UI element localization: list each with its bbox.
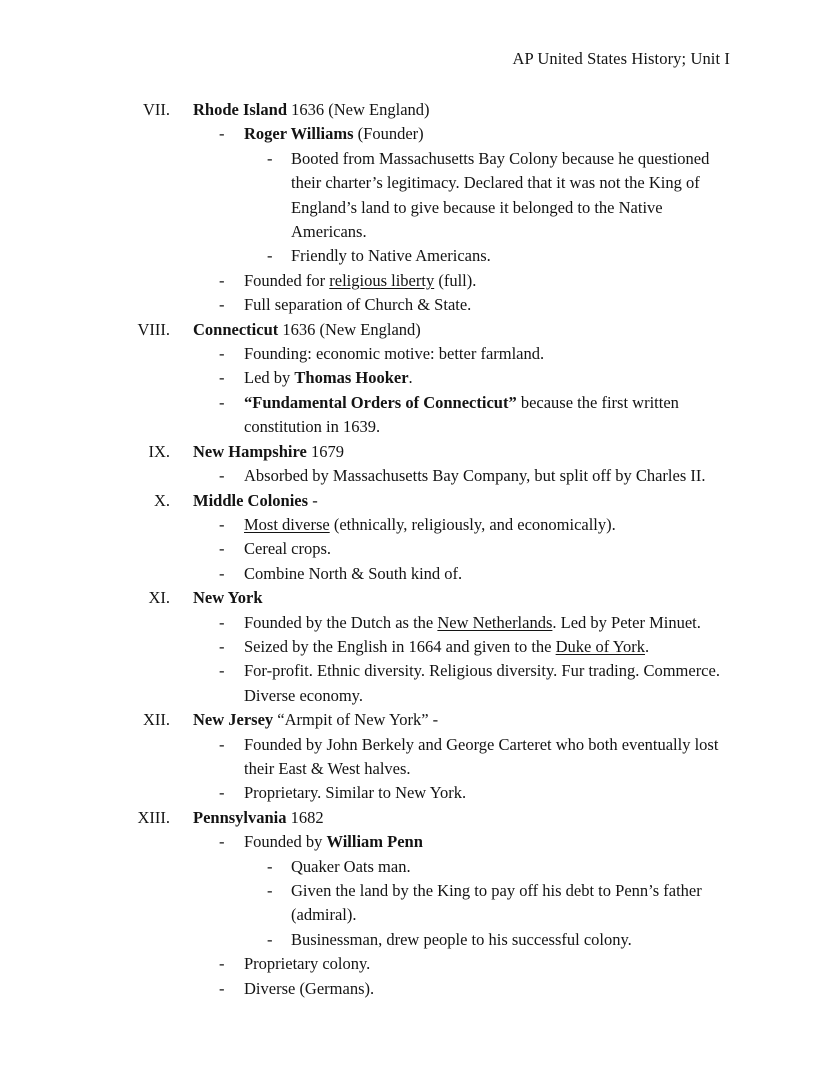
outline-numeral: XIII. (137, 807, 170, 827)
bullet-dash: - (219, 978, 225, 998)
outline-row (0, 928, 828, 952)
outline-text (291, 879, 739, 928)
outline-row (0, 952, 828, 976)
outline-row (0, 318, 828, 342)
outline-row (0, 293, 828, 317)
bullet-dash: - (219, 563, 225, 583)
outline-row (0, 611, 828, 635)
emphasis-underline: Duke of York (555, 636, 646, 656)
outline-text (291, 147, 739, 245)
bullet-dash: - (219, 636, 225, 656)
outline-text (244, 366, 736, 390)
text-run: 1679 (306, 441, 344, 461)
outline-numeral: VII. (142, 100, 170, 119)
outline-row (0, 977, 828, 1001)
outline-row (0, 244, 828, 268)
outline-text (193, 806, 753, 830)
bullet-dash: - (219, 124, 225, 144)
text-run: For-profit. Ethnic diversity. Religious diversity. Fur trading. Commerce. Diverse economy. (244, 661, 720, 705)
outline-numeral: VIII. (137, 319, 170, 339)
outline-row (0, 391, 828, 440)
outline-text (193, 489, 753, 513)
emphasis-underline: Most diverse (244, 514, 330, 534)
text-run: Full separation of Church & State. (244, 295, 472, 315)
outline-text (244, 464, 736, 488)
outline-row (0, 342, 828, 366)
bullet-dash: - (219, 612, 225, 632)
emphasis-bold: Roger Williams (244, 124, 354, 144)
text-run: Proprietary. Similar to New York. (244, 783, 467, 803)
outline-text (291, 928, 739, 952)
outline-row (0, 781, 828, 805)
outline-text (244, 952, 736, 976)
bullet-dash: - (219, 344, 225, 364)
text-run: Founded for (244, 270, 330, 290)
outline-row (0, 855, 828, 879)
bullet-dash: - (219, 954, 225, 974)
text-run: (Founder) (353, 124, 424, 144)
emphasis-bold: “Fundamental Orders of Connecticut” (244, 392, 517, 412)
outline-row (0, 98, 828, 122)
outline-text (291, 855, 739, 879)
outline-row (0, 464, 828, 488)
outline-text (193, 708, 753, 732)
bullet-dash: - (219, 270, 225, 290)
outline-text (244, 293, 736, 317)
outline-row (0, 147, 828, 245)
text-run: (ethnically, religiously, and economically). (329, 514, 616, 534)
outline-text (244, 562, 736, 586)
text-run: (full). (434, 270, 477, 290)
bullet-dash: - (219, 734, 225, 754)
document-header: AP United States History; Unit I (512, 49, 730, 68)
outline-row (0, 366, 828, 390)
bullet-dash: - (267, 148, 273, 168)
outline-text (244, 513, 736, 537)
text-run: - (308, 490, 318, 510)
outline-numeral: XI. (148, 588, 170, 608)
outline-text (244, 659, 736, 708)
emphasis-bold: Connecticut (193, 319, 279, 339)
bullet-dash: - (219, 368, 225, 388)
text-run: Given the land by the King to pay off his debt to Penn’s father (admiral). (291, 881, 702, 925)
text-run: Proprietary colony. (244, 954, 371, 974)
text-run: Combine North & South kind of. (244, 563, 463, 583)
outline-text (244, 830, 736, 854)
text-run: 1636 (New England) (278, 319, 421, 339)
outline-row (0, 513, 828, 537)
bullet-dash: - (267, 856, 273, 876)
outline-text (244, 977, 736, 1001)
bullet-dash: - (219, 661, 225, 681)
outline-text (291, 244, 739, 268)
outline-row (0, 586, 828, 610)
text-run: . Led by Peter Minuet. (552, 612, 701, 632)
text-run: 1682 (286, 807, 324, 827)
text-run: . (408, 368, 413, 388)
outline-row (0, 635, 828, 659)
bullet-dash: - (219, 392, 225, 412)
outline-text (244, 391, 736, 440)
outline-row (0, 537, 828, 561)
outline-row (0, 830, 828, 854)
emphasis-bold: Middle Colonies (193, 490, 309, 510)
emphasis-underline: religious liberty (329, 270, 435, 290)
bullet-dash: - (219, 466, 225, 486)
outline-text (244, 733, 736, 782)
text-run: Diverse (Germans). (244, 978, 375, 998)
outline-text (193, 318, 753, 342)
outline-text (244, 537, 736, 561)
emphasis-bold: Thomas Hooker (294, 368, 409, 388)
text-run: Absorbed by Massachusetts Bay Company, but split off by Charles II. (244, 466, 706, 486)
outline-row (0, 562, 828, 586)
outline-text (244, 635, 736, 659)
emphasis-bold: William Penn (326, 832, 423, 852)
text-run: because the first written constitution in 1639. (244, 392, 679, 437)
text-run: Founded by the Dutch as the (244, 612, 438, 632)
outline-numeral: IX. (148, 441, 170, 461)
text-run: Founded by (244, 832, 327, 852)
bullet-dash: - (267, 246, 273, 266)
emphasis-underline: New Netherlands (437, 612, 553, 632)
outline-row (0, 879, 828, 928)
outline-row (0, 708, 828, 732)
outline-numeral: X. (153, 490, 170, 510)
outline-row (0, 269, 828, 293)
outline-text (244, 781, 736, 805)
text-run: Led by (244, 368, 295, 388)
emphasis-bold: Rhode Island (193, 100, 287, 119)
emphasis-bold: New Jersey (193, 710, 274, 730)
outline-text (244, 611, 736, 635)
text-run: “Armpit of New York” - (273, 710, 439, 730)
outline-numeral: XII. (142, 710, 170, 730)
outline-row (0, 440, 828, 464)
outline-row (0, 659, 828, 708)
text-run: Founding: economic motive: better farmland. (244, 344, 545, 364)
emphasis-bold: New York (193, 588, 263, 608)
text-run: Quaker Oats man. (291, 856, 411, 876)
bullet-dash: - (267, 929, 273, 949)
outline-row (0, 806, 828, 830)
outline-text (193, 98, 753, 122)
text-run: . (645, 636, 650, 656)
outline-row (0, 122, 828, 146)
bullet-dash: - (219, 514, 225, 534)
text-run: Cereal crops. (244, 539, 332, 559)
text-run: Seized by the English in 1664 and given to the (244, 636, 556, 656)
text-run: Businessman, drew people to his successful colony. (291, 929, 632, 949)
outline-row (0, 489, 828, 513)
bullet-dash: - (267, 881, 273, 900)
text-run: Founded by John Berkely and George Carteret who both eventually lost their East & West halves. (244, 734, 719, 778)
outline-text (244, 122, 736, 146)
outline-text (193, 440, 753, 464)
outline-text (244, 269, 736, 293)
outline-row (0, 733, 828, 782)
text-run: 1636 (New England) (287, 100, 430, 119)
outline-text (193, 586, 753, 610)
text-run: Booted from Massachusetts Bay Colony because he questioned their charter’s legitimacy. Declared that it was not the King of England’s land to give because it belonged to the Native Americans. (291, 148, 710, 242)
bullet-dash: - (219, 539, 225, 559)
bullet-dash: - (219, 832, 225, 852)
emphasis-bold: New Hampshire (193, 441, 307, 461)
outline-list (0, 98, 828, 1001)
emphasis-bold: Pennsylvania (193, 807, 287, 827)
bullet-dash: - (219, 783, 225, 803)
bullet-dash: - (219, 295, 225, 315)
text-run: Friendly to Native Americans. (291, 246, 491, 266)
outline-text (244, 342, 736, 366)
